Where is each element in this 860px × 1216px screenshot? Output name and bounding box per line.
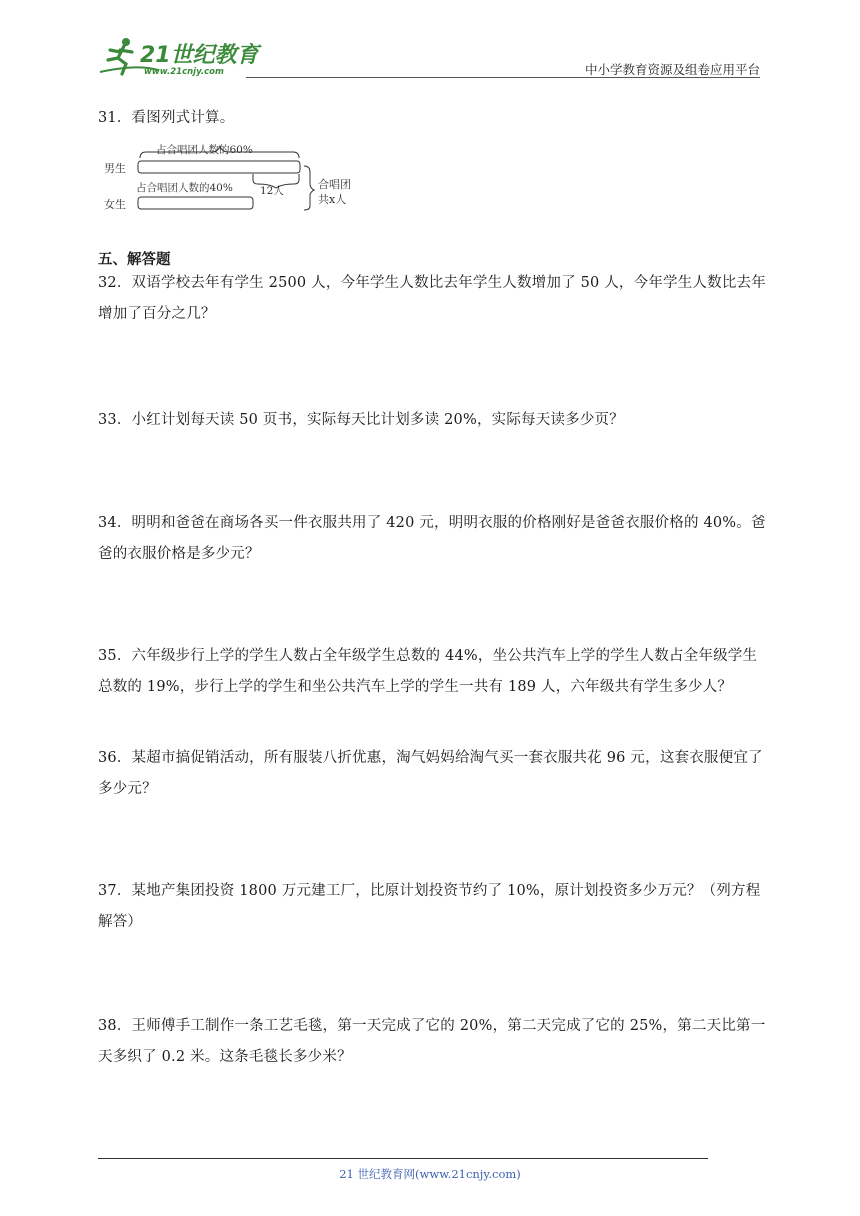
total-label-1: 合唱团: [318, 178, 351, 191]
question-35: 35．六年级步行上学的学生人数占全年级学生总数的 44%，坐公共汽车上学的学生人数占全年级学生总数的 19%，步行上学的学生和坐公共汽车上学的学生一共有 189 人，六年级共有学生多少人？: [98, 648, 758, 695]
question-33: 33．小红计划每天读 50 页书，实际每天比计划多读 20%，实际每天读多少页？: [98, 412, 624, 428]
question-32: 32．双语学校去年有学生 2500 人，今年学生人数比去年学生人数增加了 50 人，今年学生人数比去年增加了百分之几？: [98, 275, 766, 322]
boys-label: 男生: [104, 162, 126, 175]
logo-text: 21世纪教育: [140, 43, 259, 68]
diff-label: 12人: [260, 185, 284, 197]
site-logo: [96, 34, 266, 80]
question-31-diagram: [100, 136, 370, 216]
girls-label: 女生: [104, 198, 126, 211]
question-37: 37．某地产集团投资 1800 万元建工厂，比原计划投资节约了 10%，原计划投资多少万元？（列方程解答）: [98, 883, 761, 930]
site-name: 中小学教育资源及组卷应用平台: [584, 62, 760, 77]
page-header: [96, 34, 760, 80]
footer-text: 21 世纪教育网(www.21cnjy.com): [339, 1167, 521, 1181]
question-34: 34．明明和爸爸在商场各买一件衣服共用了 420 元，明明衣服的价格刚好是爸爸衣服价格的 40%。爸爸的衣服价格是多少元？: [98, 515, 766, 562]
question-38: 38．王师傅手工制作一条工艺毛毯，第一天完成了它的 20%，第二天完成了它的 25%，第二天比第一天多织了 0.2 米。这条毛毯长多少米？: [98, 1018, 766, 1065]
question-36: 36．某超市搞促销活动，所有服装八折优惠，淘气妈妈给淘气买一套衣服共花 96 元，这套衣服便宜了多少元？: [98, 750, 763, 797]
question-31: 31．看图列式计算。: [98, 110, 235, 126]
mid-label: 占合唱团人数的40%: [136, 182, 233, 194]
top-label: 占合唱团人数的60%: [156, 144, 253, 156]
section-title: 五、解答题: [98, 252, 171, 268]
footer-divider: [98, 1158, 708, 1159]
total-label-2: 共x人: [318, 193, 347, 206]
header-divider: [246, 77, 760, 78]
logo-url: www.21cnjy.com: [144, 67, 224, 77]
